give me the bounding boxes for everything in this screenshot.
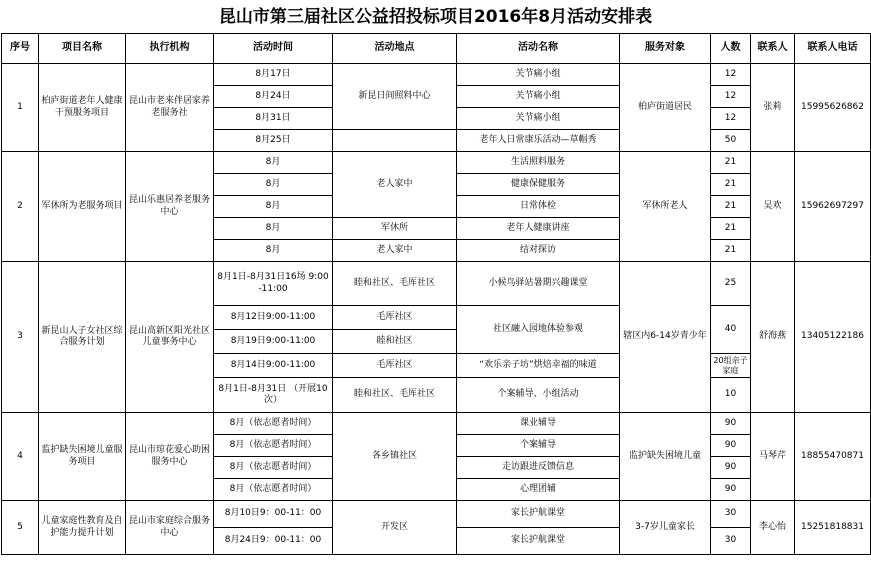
activity-cell: 健康保健服务 bbox=[457, 174, 620, 196]
time-cell: 8月（依志愿者时间） bbox=[214, 435, 333, 457]
project-name-cell: 军休所为老服务项目 bbox=[39, 152, 126, 262]
count-cell: 90 bbox=[711, 435, 751, 457]
org-cell: 昆山市琼花爱心助困服务中心 bbox=[126, 413, 214, 501]
phone-cell: 15962697297 bbox=[795, 152, 871, 262]
count-cell: 21 bbox=[711, 196, 751, 218]
time-cell: 8月 bbox=[214, 196, 333, 218]
phone-cell: 13405122186 bbox=[795, 262, 871, 413]
header-cell-place: 活动地点 bbox=[333, 34, 457, 64]
time-cell: 8月12日9:00-11:00 bbox=[214, 306, 333, 330]
seq-cell: 1 bbox=[2, 64, 39, 152]
contact-cell: 舒海燕 bbox=[751, 262, 795, 413]
place-cell: 各乡镇社区 bbox=[333, 413, 457, 501]
place-cell: 毛厍社区 bbox=[333, 306, 457, 330]
time-cell: 8月14日9:00-11:00 bbox=[214, 354, 333, 378]
time-cell: 8月（依志愿者时间） bbox=[214, 457, 333, 479]
time-cell: 8月25日 bbox=[214, 130, 333, 152]
table-row bbox=[2, 501, 871, 528]
count-cell: 50 bbox=[711, 130, 751, 152]
time-cell: 8月1日-8月31日16场 9:00-11:00 bbox=[214, 262, 333, 306]
count-cell: 30 bbox=[711, 501, 751, 528]
seq-cell: 5 bbox=[2, 501, 39, 555]
place-cell: 老人家中 bbox=[333, 240, 457, 262]
time-cell: 8月31日 bbox=[214, 108, 333, 130]
activity-cell: 日常体检 bbox=[457, 196, 620, 218]
time-cell: 8月1日-8月31日 （开展10次） bbox=[214, 378, 333, 413]
activity-cell: 走访跟进反馈信息 bbox=[457, 457, 620, 479]
count-cell: 25 bbox=[711, 262, 751, 306]
contact-cell: 李心怡 bbox=[751, 501, 795, 555]
activity-cell: 家长护航课堂 bbox=[457, 501, 620, 528]
activity-cell: 关节痛小组 bbox=[457, 86, 620, 108]
place-cell: 开发区 bbox=[333, 501, 457, 555]
org-cell: 昆山乐惠居养老服务中心 bbox=[126, 152, 214, 262]
count-cell: 21 bbox=[711, 218, 751, 240]
activity-cell: 关节痛小组 bbox=[457, 64, 620, 86]
project-name-cell: 儿童家庭性教育及自护能力提升计划 bbox=[39, 501, 126, 555]
target-cell: 军休所老人 bbox=[620, 152, 711, 262]
table-row bbox=[2, 262, 871, 306]
seq-cell: 2 bbox=[2, 152, 39, 262]
seq-cell: 4 bbox=[2, 413, 39, 501]
place-cell: 睦和社区、毛厍社区 bbox=[333, 378, 457, 413]
count-cell: 21 bbox=[711, 152, 751, 174]
time-cell: 8月（依志愿者时间） bbox=[214, 479, 333, 501]
time-cell: 8月 bbox=[214, 152, 333, 174]
table-row bbox=[2, 413, 871, 435]
schedule-table bbox=[1, 33, 871, 555]
place-cell: 睦和社区、毛厍社区 bbox=[333, 262, 457, 306]
count-cell: 90 bbox=[711, 479, 751, 501]
activity-cell: 家长护航课堂 bbox=[457, 528, 620, 555]
table-row bbox=[2, 64, 871, 86]
project-name-cell: 新昆山人子女社区综合服务计划 bbox=[39, 262, 126, 413]
target-cell: 3-7岁儿童家长 bbox=[620, 501, 711, 555]
target-cell: 辖区内6-14岁青少年 bbox=[620, 262, 711, 413]
phone-cell: 15251818831 bbox=[795, 501, 871, 555]
org-cell: 昆山高新区阳光社区儿童事务中心 bbox=[126, 262, 214, 413]
time-cell: 8月24日9：00-11：00 bbox=[214, 528, 333, 555]
count-cell: 20组亲子家庭 bbox=[711, 354, 751, 378]
time-cell: 8月17日 bbox=[214, 64, 333, 86]
target-cell: 监护缺失困境儿童 bbox=[620, 413, 711, 501]
activity-cell: 老年人日常康乐活动—草帽秀 bbox=[457, 130, 620, 152]
count-cell: 10 bbox=[711, 378, 751, 413]
page-title: 昆山市第三届社区公益招投标项目2016年8月活动安排表 bbox=[218, 7, 653, 27]
project-name-cell: 柏庐街道老年人健康干预服务项目 bbox=[39, 64, 126, 152]
count-cell: 40 bbox=[711, 306, 751, 354]
seq-cell: 3 bbox=[2, 262, 39, 413]
header-cell-time: 活动时间 bbox=[214, 34, 333, 64]
activity-cell: 个案辅导 bbox=[457, 435, 620, 457]
place-cell: 毛厍社区 bbox=[333, 354, 457, 378]
place-cell: 军休所 bbox=[333, 218, 457, 240]
contact-cell: 马琴芹 bbox=[751, 413, 795, 501]
time-cell: 8月24日 bbox=[214, 86, 333, 108]
header-cell-org: 执行机构 bbox=[126, 34, 214, 64]
activity-cell: 课业辅导 bbox=[457, 413, 620, 435]
header-cell-count: 人数 bbox=[711, 34, 751, 64]
time-cell: 8月19日9:00-11:00 bbox=[214, 330, 333, 354]
header-cell-activity: 活动名称 bbox=[457, 34, 620, 64]
place-cell: 睦和社区 bbox=[333, 330, 457, 354]
contact-cell: 张莉 bbox=[751, 64, 795, 152]
time-cell: 8月 bbox=[214, 174, 333, 196]
table-row bbox=[2, 152, 871, 174]
count-cell: 90 bbox=[711, 457, 751, 479]
project-name-cell: 监护缺失困境儿童服务项目 bbox=[39, 413, 126, 501]
activity-cell: 关节痛小组 bbox=[457, 108, 620, 130]
place-cell-empty bbox=[333, 130, 457, 152]
header-row bbox=[2, 34, 871, 64]
count-cell: 21 bbox=[711, 174, 751, 196]
phone-cell: 18855470871 bbox=[795, 413, 871, 501]
place-cell: 新昆日间照料中心 bbox=[333, 64, 457, 130]
activity-cell: 生活照料服务 bbox=[457, 152, 620, 174]
count-cell: 12 bbox=[711, 64, 751, 86]
target-cell: 柏庐街道居民 bbox=[620, 64, 711, 152]
activity-cell: 结对探访 bbox=[457, 240, 620, 262]
header-cell-seq: 序号 bbox=[2, 34, 39, 64]
time-cell: 8月 bbox=[214, 240, 333, 262]
activity-cell: 老年人健康讲座 bbox=[457, 218, 620, 240]
count-cell: 21 bbox=[711, 240, 751, 262]
activity-cell: 社区融入园地体验参观 bbox=[457, 306, 620, 354]
contact-cell: 吴欢 bbox=[751, 152, 795, 262]
count-cell: 12 bbox=[711, 108, 751, 130]
count-cell: 90 bbox=[711, 413, 751, 435]
org-cell: 昆山市老来伴居家养老服务社 bbox=[126, 64, 214, 152]
phone-cell: 15995626862 bbox=[795, 64, 871, 152]
time-cell: 8月 bbox=[214, 218, 333, 240]
activity-cell: 心理团辅 bbox=[457, 479, 620, 501]
header-cell-name: 项目名称 bbox=[39, 34, 126, 64]
time-cell: 8月10日9：00-11：00 bbox=[214, 501, 333, 528]
org-cell: 昆山市家庭综合服务中心 bbox=[126, 501, 214, 555]
count-cell: 12 bbox=[711, 86, 751, 108]
header-cell-target: 服务对象 bbox=[620, 34, 711, 64]
activity-cell: “欢乐亲子坊”烘焙幸福的味道 bbox=[457, 354, 620, 378]
activity-cell: 小候鸟驿站暑期兴趣课堂 bbox=[457, 262, 620, 306]
header-cell-contact: 联系人 bbox=[751, 34, 795, 64]
place-cell: 老人家中 bbox=[333, 152, 457, 218]
count-cell: 30 bbox=[711, 528, 751, 555]
header-cell-phone: 联系人电话 bbox=[795, 34, 871, 64]
activity-cell: 个案辅导、小组活动 bbox=[457, 378, 620, 413]
time-cell: 8月（依志愿者时间） bbox=[214, 413, 333, 435]
